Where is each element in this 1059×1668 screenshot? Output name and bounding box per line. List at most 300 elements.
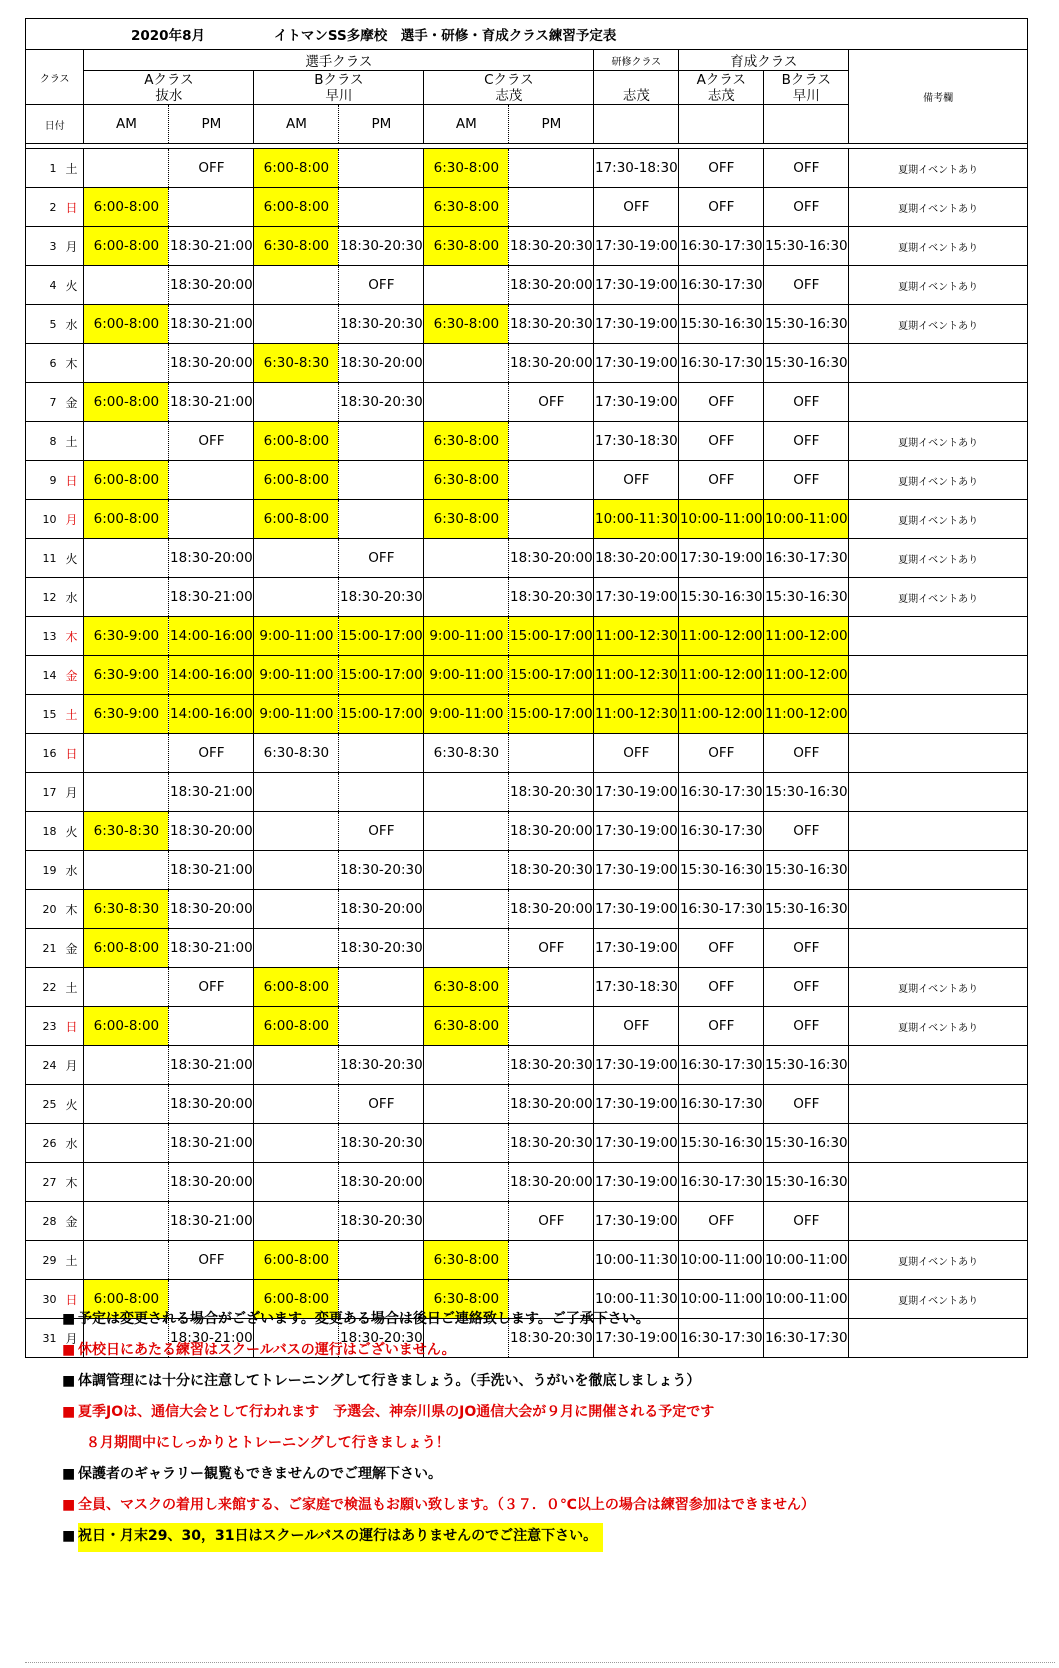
cell-b-am: 6:00-8:00: [254, 968, 339, 1007]
table-row: [26, 734, 1028, 773]
cell-a-am: 6:00-8:00: [84, 461, 169, 500]
cell-kenshu: OFF: [594, 1007, 679, 1046]
cell-a-am: [84, 1202, 169, 1241]
cell-kenshu: 17:30-18:30: [594, 968, 679, 1007]
cell-remarks: [849, 1046, 1028, 1085]
cell-b-am: [254, 1202, 339, 1241]
cell-b-am: [254, 1085, 339, 1124]
day-number: 11: [26, 539, 60, 578]
note-item: [62, 1335, 1052, 1366]
cell-kenshu: 11:00-12:30: [594, 656, 679, 695]
b-pm-header: PM: [339, 105, 424, 144]
cell-b-am: [254, 539, 339, 578]
weekday: 金: [59, 1202, 83, 1241]
cell-kenshu: 18:30-20:00: [594, 539, 679, 578]
cell-ikusei-a: 15:30-16:30: [679, 305, 764, 344]
weekday: 土: [59, 422, 83, 461]
cell-remarks: [849, 1202, 1028, 1241]
cell-b-am: [254, 266, 339, 305]
cell-c-pm: 18:30-20:00: [509, 890, 594, 929]
cell-ikusei-a: 17:30-19:00: [679, 539, 764, 578]
cell-c-pm: 18:30-20:30: [509, 1124, 594, 1163]
cell-b-am: 6:00-8:00: [254, 1007, 339, 1046]
cell-c-pm: 15:00-17:00: [509, 695, 594, 734]
weekday: 火: [59, 539, 83, 578]
cell-c-pm: 18:30-20:30: [509, 773, 594, 812]
cell-c-am: [424, 929, 509, 968]
cell-b-pm: 18:30-20:30: [339, 1319, 424, 1358]
bullet-icon: ■: [62, 1404, 76, 1420]
cell-c-pm: OFF: [509, 383, 594, 422]
cell-ikusei-a: 11:00-12:00: [679, 617, 764, 656]
cell-a-pm: 18:30-20:00: [169, 266, 254, 305]
bullet-icon: ■: [62, 1342, 76, 1358]
page-title: イトマンSS多摩校 選手・研修・育成クラス練習予定表: [254, 19, 1028, 50]
cell-a-am: [84, 422, 169, 461]
table-row: [26, 1007, 1028, 1046]
cell-ikusei-a: 16:30-17:30: [679, 812, 764, 851]
table-row: [26, 383, 1028, 422]
cell-c-am: 6:30-8:00: [424, 968, 509, 1007]
cell-kenshu: 17:30-19:00: [594, 1124, 679, 1163]
bullet-icon: ■: [62, 1373, 76, 1389]
cell-c-am: [424, 1124, 509, 1163]
footer-rule: [25, 1662, 1055, 1663]
cell-b-pm: [339, 773, 424, 812]
cell-b-am: [254, 1124, 339, 1163]
table-row: [26, 1202, 1028, 1241]
cell-a-am: 6:30-9:00: [84, 695, 169, 734]
bullet-icon: ■: [62, 1311, 76, 1327]
cell-b-pm: OFF: [339, 1085, 424, 1124]
cell-kenshu: 11:00-12:30: [594, 617, 679, 656]
cell-b-am: [254, 851, 339, 890]
cell-c-am: [424, 1085, 509, 1124]
note-text: ８月期間中にしっかりとトレーニングして行きましょう！: [86, 1435, 450, 1451]
weekday: 木: [59, 890, 83, 929]
cell-ikusei-a: 16:30-17:30: [679, 1085, 764, 1124]
table-row: [26, 539, 1028, 578]
group-kenshu-header: 研修クラス: [594, 50, 679, 71]
cell-b-pm: 15:00-17:00: [339, 617, 424, 656]
weekday: 日: [59, 461, 83, 500]
weekday: 土: [59, 968, 83, 1007]
cell-b-pm: [339, 1241, 424, 1280]
cell-ikusei-a: 16:30-17:30: [679, 266, 764, 305]
cell-ikusei-a: 10:00-11:00: [679, 1241, 764, 1280]
cell-a-pm: 18:30-21:00: [169, 1124, 254, 1163]
cell-a-am: [84, 344, 169, 383]
cell-b-pm: OFF: [339, 539, 424, 578]
cell-ikusei-b: 15:30-16:30: [764, 344, 849, 383]
day-number: 2: [26, 188, 60, 227]
cell-a-pm: 18:30-21:00: [169, 773, 254, 812]
cell-b-pm: 18:30-20:30: [339, 305, 424, 344]
cell-remarks: 夏期イベントあり: [849, 500, 1028, 539]
cell-b-am: 6:00-8:00: [254, 1241, 339, 1280]
remarks-header: 備考欄: [849, 50, 1028, 144]
cell-ikusei-b: 11:00-12:00: [764, 617, 849, 656]
cell-c-pm: 18:30-20:30: [509, 1046, 594, 1085]
cell-c-am: [424, 1046, 509, 1085]
cell-c-am: [424, 1163, 509, 1202]
group-ikusei-header: 育成クラス: [679, 50, 849, 71]
cell-a-am: 6:00-8:00: [84, 1280, 169, 1319]
cell-c-am: 9:00-11:00: [424, 617, 509, 656]
cell-b-am: [254, 1163, 339, 1202]
cell-ikusei-b: 10:00-11:00: [764, 1241, 849, 1280]
weekday: 月: [59, 500, 83, 539]
cell-a-am: 6:00-8:00: [84, 383, 169, 422]
group-senshu-header: 選手クラス: [84, 50, 594, 71]
cell-remarks: [849, 1124, 1028, 1163]
cell-ikusei-b: OFF: [764, 1202, 849, 1241]
cell-ikusei-a: 16:30-17:30: [679, 227, 764, 266]
table-row: [26, 188, 1028, 227]
cell-b-pm: 18:30-20:30: [339, 851, 424, 890]
cell-c-pm: 18:30-20:00: [509, 812, 594, 851]
cell-kenshu: 17:30-19:00: [594, 851, 679, 890]
table-row: [26, 227, 1028, 266]
note-item: [62, 1397, 1052, 1428]
cell-b-pm: 18:30-20:30: [339, 578, 424, 617]
cell-c-pm: [509, 1007, 594, 1046]
cell-kenshu: OFF: [594, 188, 679, 227]
cell-ikusei-a: 16:30-17:30: [679, 890, 764, 929]
cell-ikusei-a: 10:00-11:00: [679, 1280, 764, 1319]
cell-a-am: [84, 266, 169, 305]
weekday: 日: [59, 734, 83, 773]
header-row-groups: [26, 50, 1028, 71]
cell-ikusei-b: OFF: [764, 929, 849, 968]
bullet-icon: ■: [62, 1497, 76, 1513]
cell-remarks: [849, 929, 1028, 968]
weekday: 水: [59, 1124, 83, 1163]
cell-b-am: [254, 773, 339, 812]
cell-ikusei-b: OFF: [764, 383, 849, 422]
b-class-header: Bクラス 早川: [254, 71, 424, 105]
ikusei-b-blank-header: [764, 105, 849, 144]
cell-remarks: 夏期イベントあり: [849, 461, 1028, 500]
cell-a-am: [84, 1241, 169, 1280]
cell-b-am: 6:30-8:30: [254, 734, 339, 773]
cell-ikusei-b: 15:30-16:30: [764, 578, 849, 617]
cell-ikusei-b: OFF: [764, 734, 849, 773]
cell-remarks: [849, 890, 1028, 929]
cell-kenshu: OFF: [594, 461, 679, 500]
cell-b-am: [254, 890, 339, 929]
weekday: 水: [59, 578, 83, 617]
cell-remarks: [849, 812, 1028, 851]
cell-c-am: 6:30-8:00: [424, 1007, 509, 1046]
cell-ikusei-a: OFF: [679, 968, 764, 1007]
cell-ikusei-a: OFF: [679, 1007, 764, 1046]
cell-a-pm: OFF: [169, 422, 254, 461]
ikusei-a-header: Aクラス 志茂: [679, 71, 764, 105]
cell-c-am: 6:30-8:00: [424, 149, 509, 188]
cell-a-pm: 18:30-20:00: [169, 344, 254, 383]
cell-kenshu: 17:30-19:00: [594, 890, 679, 929]
notes-section: [62, 1304, 1052, 1552]
cell-ikusei-a: OFF: [679, 1202, 764, 1241]
day-number: 13: [26, 617, 60, 656]
cell-b-am: [254, 1046, 339, 1085]
bullet-icon: ■: [62, 1528, 76, 1544]
a-class-header: Aクラス 抜水: [84, 71, 254, 105]
cell-b-am: [254, 305, 339, 344]
cell-c-pm: [509, 149, 594, 188]
kenshu-coach-header: 志茂: [594, 71, 679, 105]
cell-ikusei-a: 15:30-16:30: [679, 1124, 764, 1163]
cell-c-am: 6:30-8:30: [424, 734, 509, 773]
cell-b-pm: 18:30-20:30: [339, 227, 424, 266]
cell-b-pm: 18:30-20:30: [339, 1124, 424, 1163]
cell-b-am: 6:00-8:00: [254, 149, 339, 188]
note-item: [62, 1459, 1052, 1490]
cell-b-am: [254, 929, 339, 968]
day-number: 7: [26, 383, 60, 422]
cell-remarks: 夏期イベントあり: [849, 266, 1028, 305]
cell-b-pm: 18:30-20:30: [339, 1046, 424, 1085]
weekday: 月: [59, 773, 83, 812]
cell-remarks: [849, 344, 1028, 383]
cell-ikusei-b: 15:30-16:30: [764, 227, 849, 266]
cell-c-pm: 18:30-20:30: [509, 851, 594, 890]
cell-ikusei-a: OFF: [679, 929, 764, 968]
day-number: 12: [26, 578, 60, 617]
day-number: 26: [26, 1124, 60, 1163]
day-number: 22: [26, 968, 60, 1007]
note-item: [62, 1366, 1052, 1397]
cell-ikusei-a: 15:30-16:30: [679, 578, 764, 617]
table-row: [26, 461, 1028, 500]
weekday: 水: [59, 851, 83, 890]
cell-kenshu: 17:30-19:00: [594, 1319, 679, 1358]
day-number: 5: [26, 305, 60, 344]
cell-b-pm: [339, 734, 424, 773]
cell-ikusei-b: OFF: [764, 266, 849, 305]
day-number: 17: [26, 773, 60, 812]
schedule-table: [25, 18, 1028, 1358]
cell-c-pm: [509, 461, 594, 500]
table-row: [26, 695, 1028, 734]
title-date: 2020年8月: [26, 19, 254, 50]
cell-remarks: 夏期イベントあり: [849, 227, 1028, 266]
cell-c-am: [424, 344, 509, 383]
weekday: 土: [59, 695, 83, 734]
cell-a-pm: 18:30-20:00: [169, 1163, 254, 1202]
cell-kenshu: OFF: [594, 734, 679, 773]
cell-c-pm: 15:00-17:00: [509, 617, 594, 656]
cell-ikusei-a: 15:30-16:30: [679, 851, 764, 890]
note-item: [62, 1490, 1052, 1521]
cell-kenshu: 10:00-11:30: [594, 1280, 679, 1319]
day-number: 21: [26, 929, 60, 968]
cell-remarks: 夏期イベントあり: [849, 1280, 1028, 1319]
class-label: クラス: [26, 50, 84, 105]
day-number: 9: [26, 461, 60, 500]
day-number: 1: [26, 149, 60, 188]
cell-b-am: 6:30-8:30: [254, 344, 339, 383]
day-number: 16: [26, 734, 60, 773]
cell-a-am: 6:00-8:00: [84, 1007, 169, 1046]
table-row: [26, 1124, 1028, 1163]
cell-a-pm: 18:30-21:00: [169, 851, 254, 890]
cell-remarks: 夏期イベントあり: [849, 968, 1028, 1007]
table-row: [26, 656, 1028, 695]
cell-b-pm: OFF: [339, 812, 424, 851]
cell-ikusei-b: 16:30-17:30: [764, 1319, 849, 1358]
cell-ikusei-a: 11:00-12:00: [679, 695, 764, 734]
cell-ikusei-b: 15:30-16:30: [764, 851, 849, 890]
note-text: 休校日にあたる練習はスクールバスの運行はございません。: [78, 1342, 456, 1358]
cell-c-pm: 18:30-20:30: [509, 227, 594, 266]
cell-c-am: [424, 851, 509, 890]
cell-a-pm: 18:30-21:00: [169, 305, 254, 344]
cell-b-am: 6:30-8:00: [254, 227, 339, 266]
cell-kenshu: 17:30-19:00: [594, 227, 679, 266]
note-text: 予定は変更される場合がございます。変更ある場合は後日ご連絡致します。ご了承下さい。: [78, 1311, 650, 1327]
weekday: 火: [59, 1085, 83, 1124]
cell-ikusei-b: 10:00-11:00: [764, 500, 849, 539]
cell-a-pm: 18:30-20:00: [169, 890, 254, 929]
cell-a-am: 6:30-9:00: [84, 617, 169, 656]
cell-remarks: 夏期イベントあり: [849, 1007, 1028, 1046]
table-row: [26, 149, 1028, 188]
table-row: [26, 1241, 1028, 1280]
cell-c-am: [424, 383, 509, 422]
cell-b-pm: 15:00-17:00: [339, 656, 424, 695]
cell-c-am: 6:30-8:00: [424, 1280, 509, 1319]
cell-a-pm: OFF: [169, 734, 254, 773]
a-pm-header: PM: [169, 105, 254, 144]
table-row: [26, 929, 1028, 968]
cell-a-pm: 18:30-21:00: [169, 1202, 254, 1241]
cell-b-pm: [339, 188, 424, 227]
day-number: 23: [26, 1007, 60, 1046]
cell-a-am: 6:00-8:00: [84, 500, 169, 539]
cell-c-am: [424, 578, 509, 617]
cell-c-am: 6:30-8:00: [424, 305, 509, 344]
cell-kenshu: 10:00-11:30: [594, 500, 679, 539]
cell-c-pm: [509, 422, 594, 461]
cell-a-pm: 18:30-21:00: [169, 1319, 254, 1358]
cell-c-am: 6:30-8:00: [424, 1241, 509, 1280]
table-row: [26, 500, 1028, 539]
weekday: 月: [59, 1319, 83, 1358]
cell-ikusei-b: 15:30-16:30: [764, 1163, 849, 1202]
cell-remarks: 夏期イベントあり: [849, 578, 1028, 617]
cell-ikusei-b: 15:30-16:30: [764, 890, 849, 929]
table-row: [26, 1046, 1028, 1085]
cell-b-pm: OFF: [339, 266, 424, 305]
cell-ikusei-a: 16:30-17:30: [679, 1046, 764, 1085]
cell-kenshu: 17:30-19:00: [594, 1202, 679, 1241]
cell-kenshu: 17:30-19:00: [594, 773, 679, 812]
cell-a-am: [84, 149, 169, 188]
cell-kenshu: 10:00-11:30: [594, 1241, 679, 1280]
cell-a-pm: 18:30-21:00: [169, 1046, 254, 1085]
cell-c-pm: 18:30-20:00: [509, 539, 594, 578]
cell-a-am: 6:00-8:00: [84, 188, 169, 227]
c-pm-header: PM: [509, 105, 594, 144]
day-number: 28: [26, 1202, 60, 1241]
cell-b-pm: 15:00-17:00: [339, 695, 424, 734]
cell-ikusei-a: 16:30-17:30: [679, 773, 764, 812]
note-item: [62, 1304, 1052, 1335]
cell-c-pm: 18:30-20:00: [509, 1163, 594, 1202]
cell-remarks: [849, 1163, 1028, 1202]
cell-b-am: 6:00-8:00: [254, 500, 339, 539]
cell-a-pm: 18:30-20:00: [169, 1085, 254, 1124]
cell-a-am: [84, 539, 169, 578]
cell-b-pm: 18:30-20:00: [339, 1163, 424, 1202]
cell-a-am: [84, 773, 169, 812]
cell-b-pm: [339, 500, 424, 539]
cell-ikusei-a: 16:30-17:30: [679, 1319, 764, 1358]
day-number: 14: [26, 656, 60, 695]
cell-a-pm: 18:30-21:00: [169, 578, 254, 617]
weekday: 金: [59, 656, 83, 695]
cell-ikusei-b: OFF: [764, 422, 849, 461]
cell-a-am: 6:30-8:30: [84, 890, 169, 929]
cell-b-am: 6:00-8:00: [254, 1280, 339, 1319]
cell-ikusei-a: OFF: [679, 149, 764, 188]
cell-a-am: [84, 578, 169, 617]
cell-c-pm: OFF: [509, 1202, 594, 1241]
table-row: [26, 578, 1028, 617]
cell-ikusei-a: 10:00-11:00: [679, 500, 764, 539]
cell-b-am: 6:00-8:00: [254, 422, 339, 461]
table-row: [26, 773, 1028, 812]
cell-ikusei-a: OFF: [679, 188, 764, 227]
b-am-header: AM: [254, 105, 339, 144]
day-number: 15: [26, 695, 60, 734]
cell-ikusei-b: OFF: [764, 188, 849, 227]
cell-c-pm: 18:30-20:00: [509, 266, 594, 305]
cell-b-pm: [339, 422, 424, 461]
cell-a-am: [84, 734, 169, 773]
cell-ikusei-b: OFF: [764, 1085, 849, 1124]
cell-b-pm: [339, 149, 424, 188]
cell-c-am: 9:00-11:00: [424, 656, 509, 695]
cell-a-pm: 18:30-20:00: [169, 539, 254, 578]
cell-c-am: 6:30-8:00: [424, 500, 509, 539]
cell-b-pm: [339, 968, 424, 1007]
cell-a-am: [84, 968, 169, 1007]
weekday: 火: [59, 812, 83, 851]
cell-c-am: [424, 266, 509, 305]
cell-ikusei-a: OFF: [679, 461, 764, 500]
table-row: [26, 812, 1028, 851]
cell-a-pm: OFF: [169, 149, 254, 188]
day-number: 6: [26, 344, 60, 383]
cell-kenshu: 17:30-19:00: [594, 1163, 679, 1202]
cell-b-am: 9:00-11:00: [254, 695, 339, 734]
cell-a-am: [84, 1046, 169, 1085]
cell-b-pm: 18:30-20:00: [339, 890, 424, 929]
c-class-header: Cクラス 志茂: [424, 71, 594, 105]
weekday: 日: [59, 1280, 83, 1319]
cell-c-pm: OFF: [509, 929, 594, 968]
day-number: 3: [26, 227, 60, 266]
weekday: 土: [59, 1241, 83, 1280]
cell-kenshu: 17:30-19:00: [594, 812, 679, 851]
weekday: 火: [59, 266, 83, 305]
cell-b-am: 9:00-11:00: [254, 656, 339, 695]
cell-a-pm: 14:00-16:00: [169, 695, 254, 734]
cell-kenshu: 17:30-19:00: [594, 266, 679, 305]
